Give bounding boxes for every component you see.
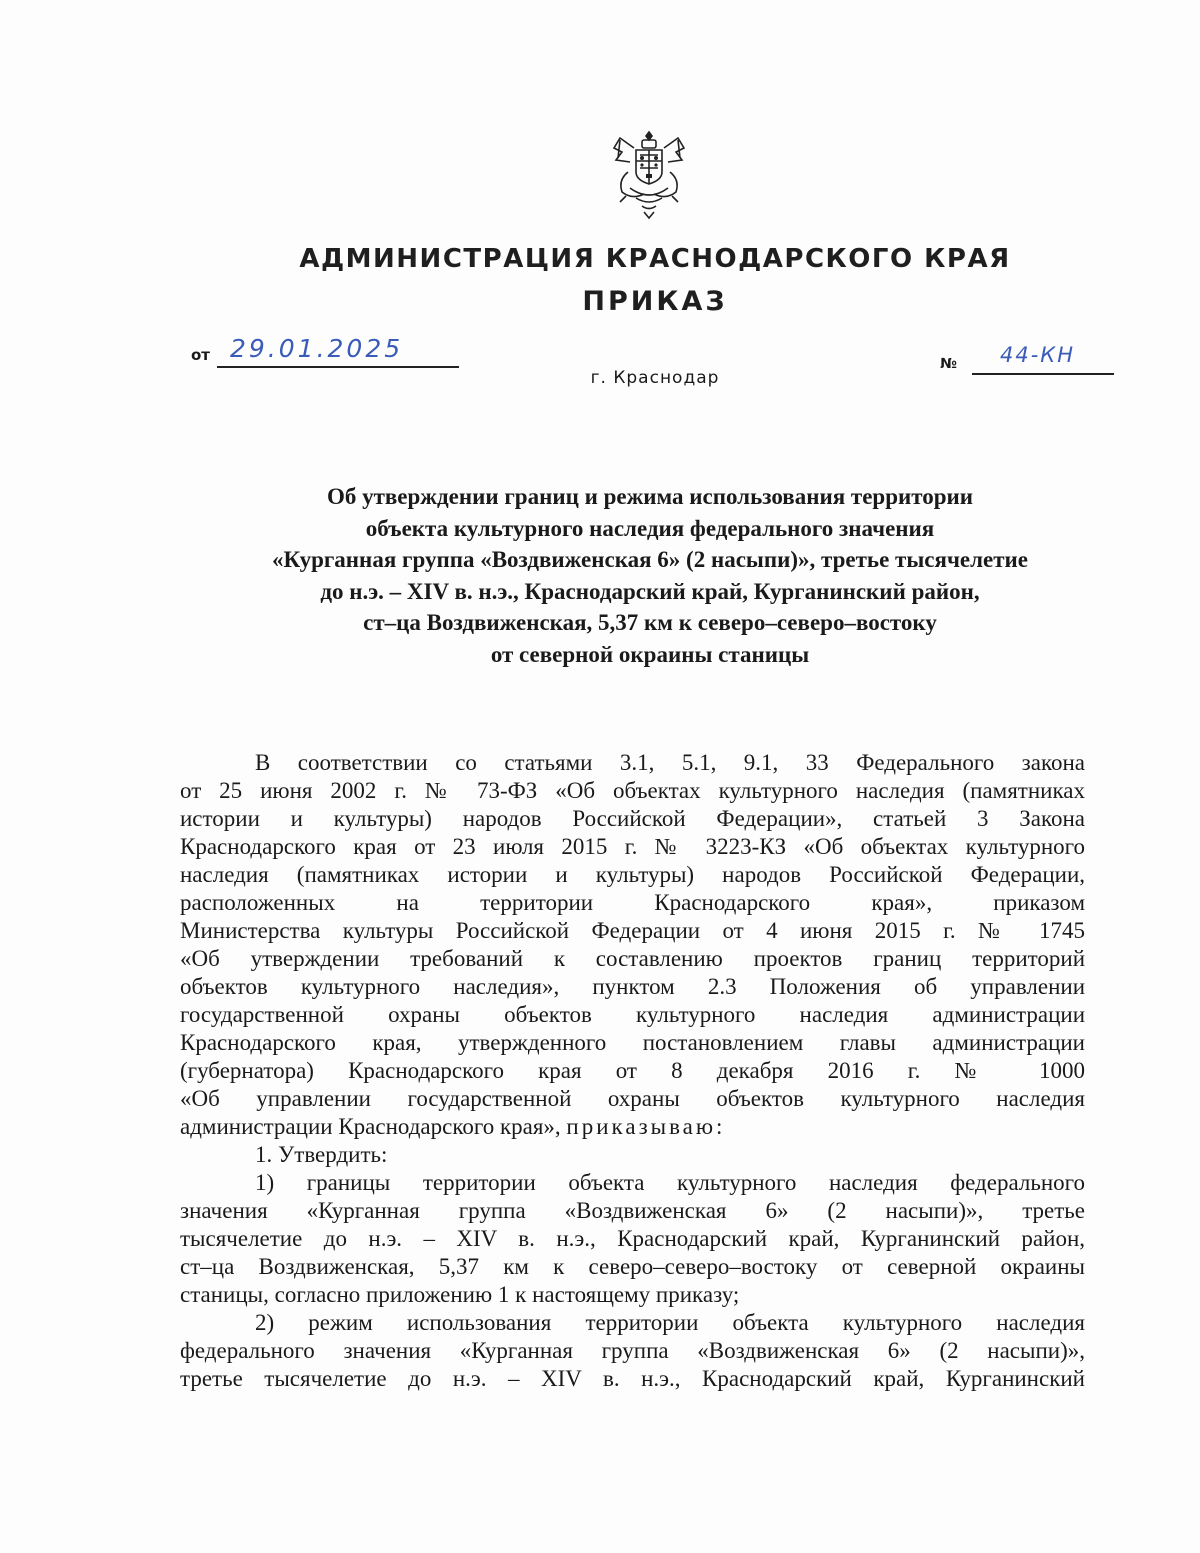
body-line: государственной охраны объектов культурного наследия администрации bbox=[180, 1002, 1085, 1027]
body-line: наследия (памятниках истории и культуры) народов Российской Федерации, bbox=[180, 862, 1085, 887]
organization-title: АДМИНИСТРАЦИЯ КРАСНОДАРСКОГО КРАЯ bbox=[299, 244, 1011, 274]
subject-line: Об утверждении границ и режима использования территории bbox=[326, 484, 974, 509]
order-subject bbox=[170, 481, 1130, 670]
subject-line: «Курганная группа «Воздвиженская 6» (2 насыпи)», третье тысячелетие bbox=[271, 547, 1029, 572]
body-line: ст–ца Воздвиженская, 5,37 км к северо–северо–востоку от северной окраины bbox=[180, 1254, 1085, 1279]
number-underline bbox=[972, 373, 1114, 375]
body-line: «Об управлении государственной охраны объектов культурного наследия bbox=[180, 1086, 1085, 1111]
date-prefix: от bbox=[191, 346, 210, 364]
order-body bbox=[180, 749, 1085, 1393]
subject-line: ст–ца Воздвиженская, 5,37 км к северо–северо–востоку bbox=[363, 610, 937, 635]
body-line: тысячелетие до н.э. – XIV в. н.э., Краснодарский край, Курганинский район, bbox=[180, 1226, 1085, 1251]
body-line-with-order-word bbox=[180, 1113, 1085, 1141]
body-line: 1) границы территории объекта культурного наследия федерального bbox=[255, 1170, 1085, 1195]
body-line: Краснодарского края от 23 июля 2015 г. № 3223-КЗ «Об объектах культурного bbox=[180, 834, 1085, 859]
handwritten-date: 29.01.2025 bbox=[230, 334, 404, 363]
body-line: расположенных на территории Краснодарского края», приказом bbox=[180, 890, 1085, 915]
body-line: значения «Курганная группа «Воздвиженская 6» (2 насыпи)», третье bbox=[180, 1198, 1085, 1223]
body-line: федерального значения «Курганная группа «Воздвиженская 6» (2 насыпи)», bbox=[180, 1338, 1085, 1363]
body-line: станицы, согласно приложению 1 к настоящему приказу; bbox=[180, 1282, 740, 1307]
body-line: (губернатора) Краснодарского края от 8 декабря 2016 г. № 1000 bbox=[180, 1058, 1085, 1083]
subject-line: до н.э. – XIV в. н.э., Краснодарский край, Курганинский район, bbox=[320, 578, 980, 604]
document-type: ПРИКАЗ bbox=[582, 286, 728, 317]
body-line: В соответствии со статьями 3.1, 5.1, 9.1, 33 Федерального закона bbox=[255, 750, 1085, 775]
body-line: администрации Краснодарского края», bbox=[180, 1114, 561, 1139]
body-line: объектов культурного наследия», пунктом 2.3 Положения об управлении bbox=[180, 974, 1085, 999]
body-line: Министерства культуры Российской Федерации от 4 июня 2015 г. № 1745 bbox=[180, 918, 1085, 943]
subject-line: от северной окраины станицы bbox=[490, 641, 810, 667]
body-line: истории и культуры) народов Российской Федерации», статьей 3 Закона bbox=[180, 806, 1085, 831]
body-line: «Об утверждении требований к составлению проектов границ территорий bbox=[180, 946, 1085, 971]
body-line: от 25 июня 2002 г. № 73-ФЗ «Об объектах культурного наследия (памятниках bbox=[180, 778, 1085, 803]
handwritten-number: 44-КН bbox=[1000, 343, 1075, 367]
coat-of-arms-emblem bbox=[606, 128, 692, 220]
subject-line: объекта культурного наследия федерального значения bbox=[365, 515, 935, 541]
number-prefix: № bbox=[940, 356, 957, 372]
body-line: третье тысячелетие до н.э. – XIV в. н.э., Краснодарский край, Курганинский bbox=[180, 1366, 1085, 1391]
body-line: Краснодарского края, утвержденного постановлением главы администрации bbox=[180, 1030, 1085, 1055]
order-word: приказываю: bbox=[566, 1114, 726, 1139]
item-heading: 1. Утвердить: bbox=[255, 1142, 388, 1167]
body-line: 2) режим использования территории объекта культурного наследия bbox=[255, 1310, 1085, 1335]
city-name: г. Краснодар bbox=[590, 368, 720, 388]
